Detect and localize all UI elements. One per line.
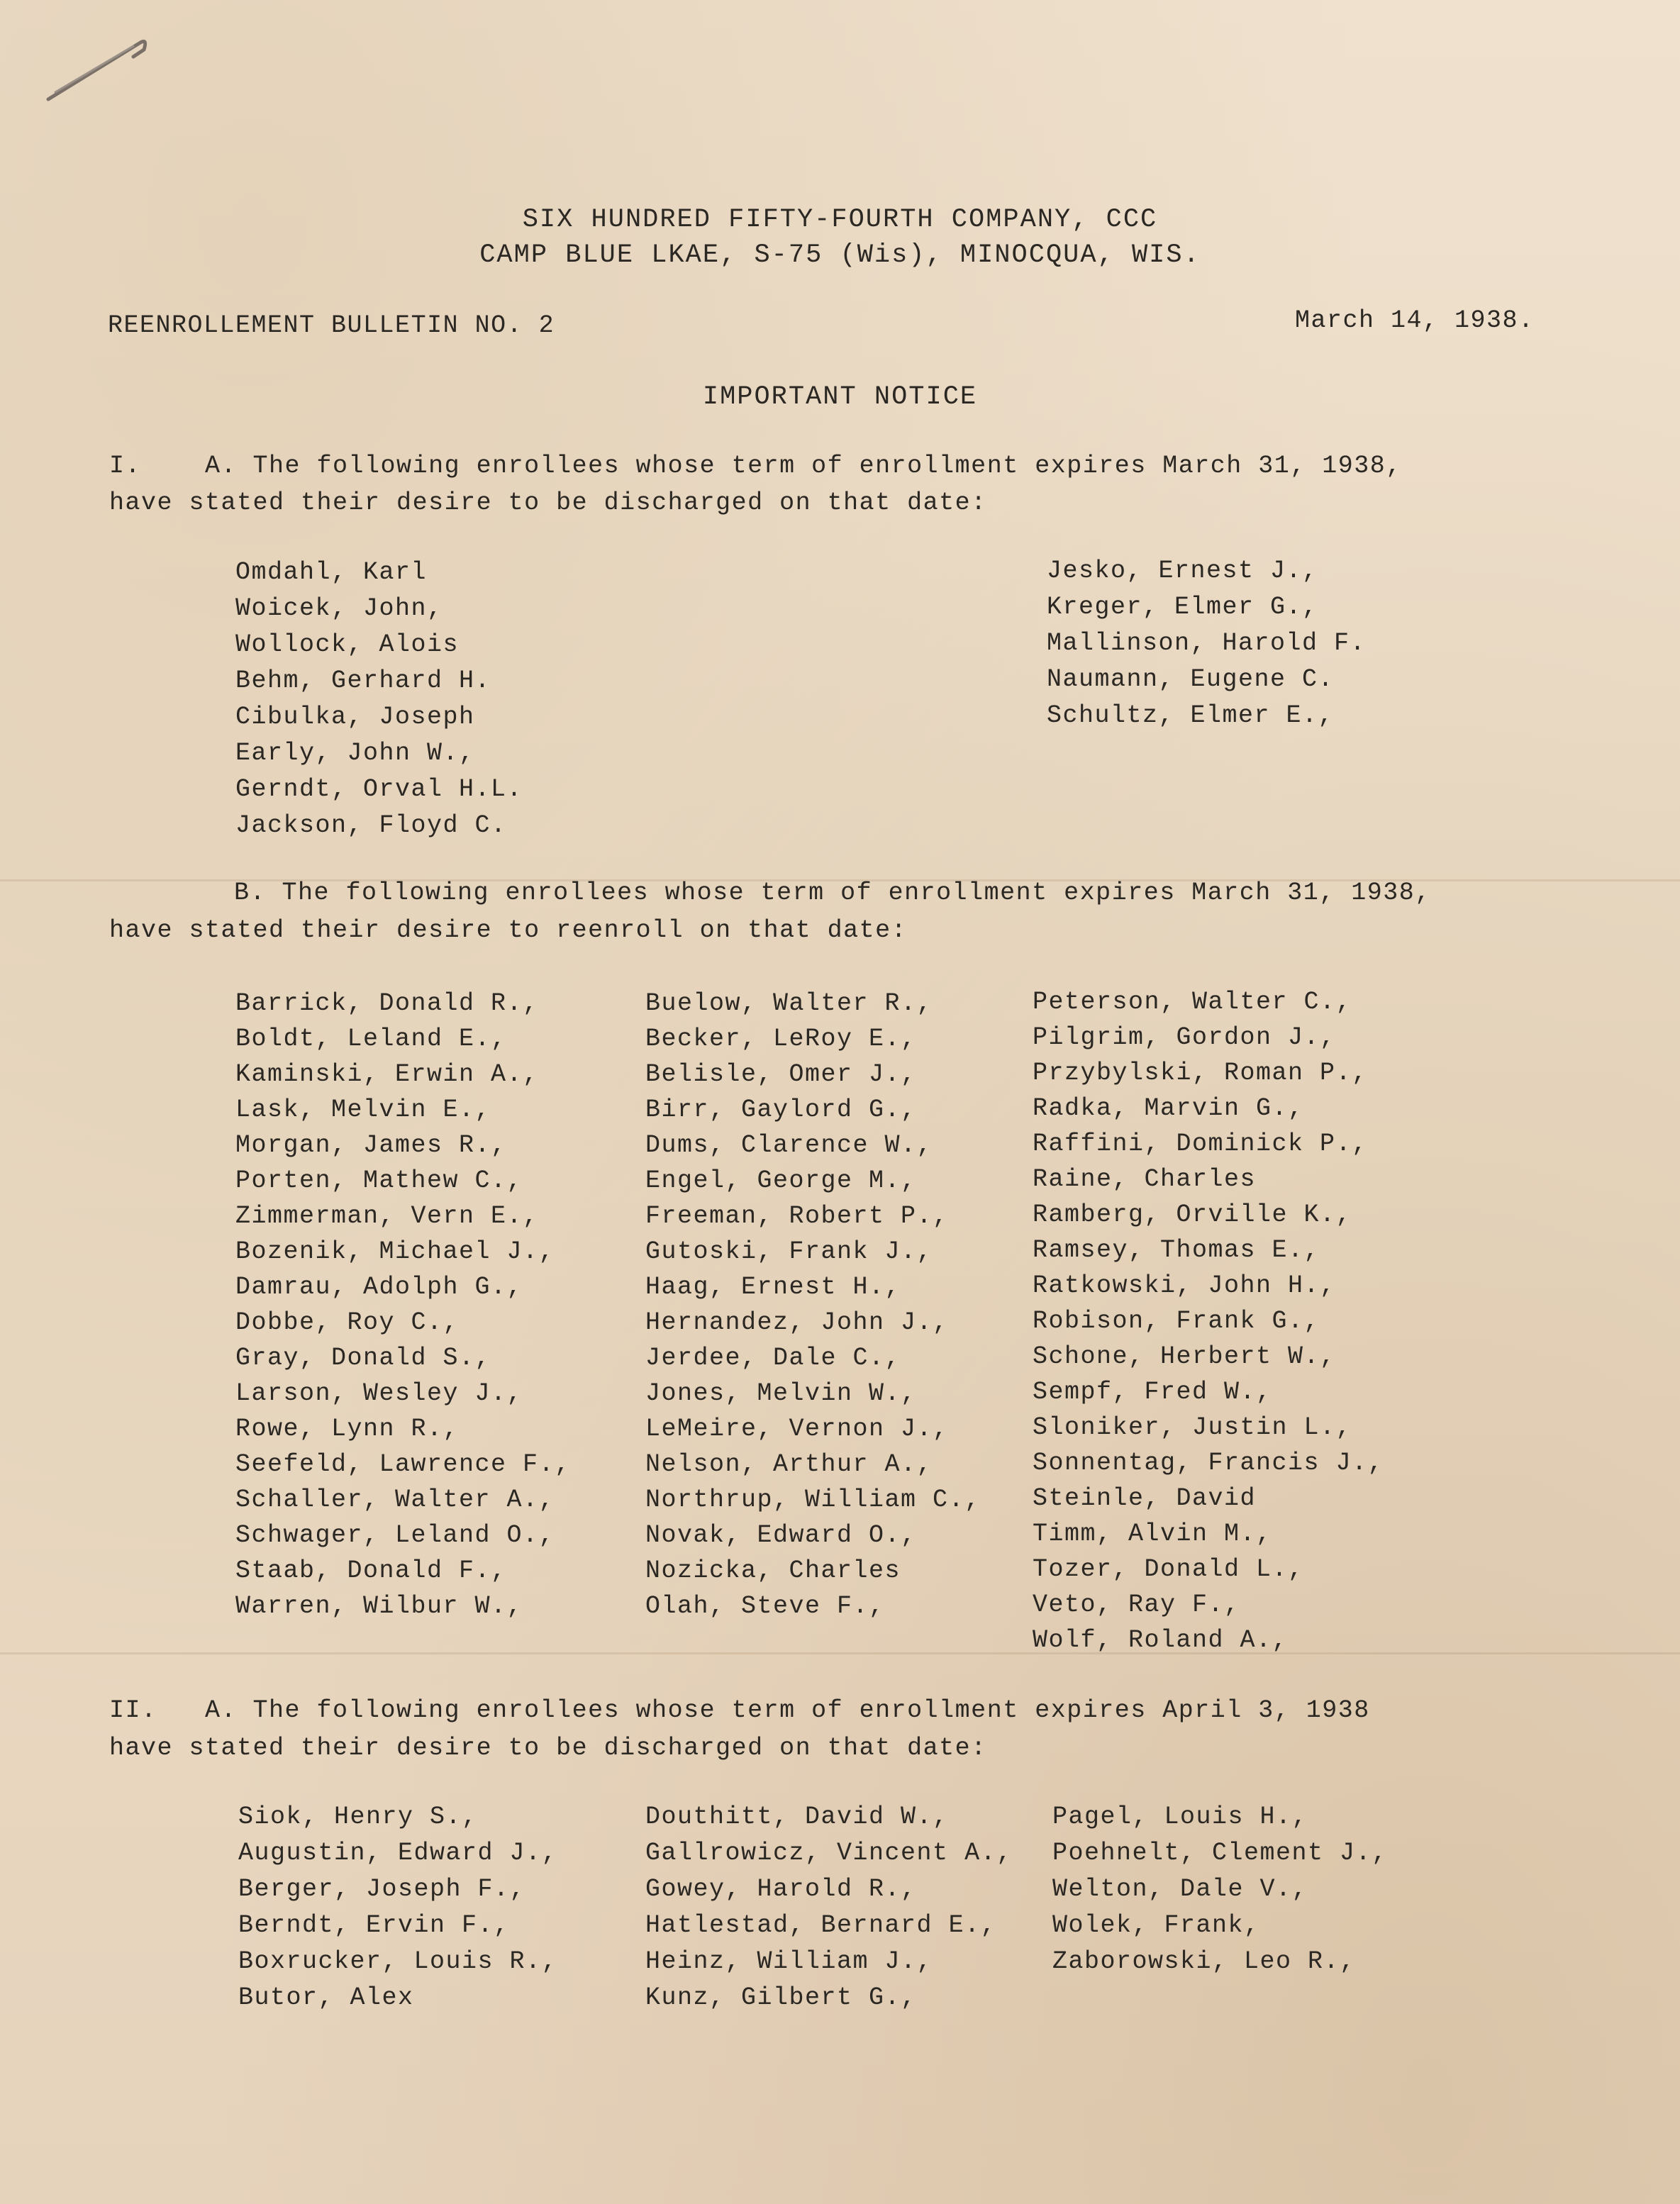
enrollee-name: Schwager, Leland O., (235, 1521, 555, 1549)
enrollee-name: Raffini, Dominick P., (1033, 1130, 1368, 1158)
enrollee-name: Lask, Melvin E., (235, 1096, 491, 1124)
enrollee-name: Timm, Alvin M., (1033, 1520, 1272, 1548)
enrollee-name: Freeman, Robert P., (645, 1202, 949, 1230)
enrollee-name: Dums, Clarence W., (645, 1131, 933, 1159)
enrollee-name: Sloniker, Justin L., (1033, 1413, 1352, 1442)
enrollee-name: Morgan, James R., (235, 1131, 507, 1159)
enrollee-name: Barrick, Donald R., (235, 989, 539, 1018)
enrollee-name: Heinz, William J., (645, 1947, 933, 1976)
enrollee-name: Boxrucker, Louis R., (238, 1947, 558, 1976)
enrollee-name: Nelson, Arthur A., (645, 1450, 933, 1479)
enrollee-name: Omdahl, Karl (235, 558, 428, 586)
enrollee-name: Northrup, William C., (645, 1486, 981, 1514)
section-2a-intro-line2: have stated their desire to be discharged on that date: (109, 1734, 987, 1762)
enrollee-name: Douthitt, David W., (645, 1803, 949, 1831)
enrollee-name: Gerndt, Orval H.L. (235, 775, 523, 803)
enrollee-name: Ratkowski, John H., (1033, 1271, 1336, 1300)
enrollee-name: Hatlestad, Bernard E., (645, 1911, 997, 1939)
enrollee-name: Poehnelt, Clement J., (1052, 1839, 1388, 1867)
enrollee-name: Berger, Joseph F., (238, 1875, 526, 1903)
paper-fold-line (0, 1652, 1680, 1654)
enrollee-name: Raine, Charles (1033, 1165, 1257, 1193)
enrollee-name: Wollock, Alois (235, 630, 460, 659)
enrollee-name: Jackson, Floyd C. (235, 811, 507, 840)
enrollee-name: Rowe, Lynn R., (235, 1415, 460, 1443)
enrollee-name: Buelow, Walter R., (645, 989, 933, 1018)
enrollee-name: Kunz, Gilbert G., (645, 1983, 917, 2012)
enrollee-name: Damrau, Adolph G., (235, 1273, 523, 1301)
enrollee-name: Sempf, Fred W., (1033, 1378, 1272, 1406)
enrollee-name: LeMeire, Vernon J., (645, 1415, 949, 1443)
enrollee-name: Przybylski, Roman P., (1033, 1059, 1368, 1087)
enrollee-name: Berndt, Ervin F., (238, 1911, 510, 1939)
enrollee-name: Haag, Ernest H., (645, 1273, 901, 1301)
enrollee-name: Pilgrim, Gordon J., (1033, 1023, 1336, 1052)
enrollee-name: Steinle, David (1033, 1484, 1257, 1513)
camp-heading: CAMP BLUE LKAE, S-75 (Wis), MINOCQUA, WIS. (479, 240, 1201, 270)
enrollee-name: Becker, LeRoy E., (645, 1025, 917, 1053)
enrollee-name: Gutoski, Frank J., (645, 1237, 933, 1266)
enrollee-name: Robison, Frank G., (1033, 1307, 1320, 1335)
paper-clip-icon (41, 28, 155, 113)
enrollee-name: Gallrowicz, Vincent A., (645, 1839, 1013, 1867)
enrollee-name: Zimmerman, Vern E., (235, 1202, 539, 1230)
enrollee-name: Gray, Donald S., (235, 1344, 491, 1372)
enrollee-name: Ramberg, Orville K., (1033, 1201, 1352, 1229)
enrollee-name: Olah, Steve F., (645, 1592, 885, 1620)
enrollee-name: Seefeld, Lawrence F., (235, 1450, 571, 1479)
enrollee-name: Porten, Mathew C., (235, 1167, 523, 1195)
enrollee-name: Cibulka, Joseph (235, 703, 475, 731)
enrollee-name: Welton, Dale V., (1052, 1875, 1308, 1903)
enrollee-name: Siok, Henry S., (238, 1803, 478, 1831)
section-1b-intro-line2: have stated their desire to reenroll on that date: (109, 916, 908, 945)
enrollee-name: Staab, Donald F., (235, 1557, 507, 1585)
enrollee-name: Augustin, Edward J., (238, 1839, 558, 1867)
enrollee-name: Veto, Ray F., (1033, 1591, 1240, 1619)
enrollee-name: Jerdee, Dale C., (645, 1344, 901, 1372)
enrollee-name: Novak, Edward O., (645, 1521, 917, 1549)
enrollee-name: Schultz, Elmer E., (1047, 701, 1335, 730)
section-1a-intro-line2: have stated their desire to be discharged on that date: (109, 489, 987, 517)
enrollee-name: Engel, George M., (645, 1167, 917, 1195)
enrollee-name: Tozer, Donald L., (1033, 1555, 1304, 1584)
enrollee-name: Schone, Herbert W., (1033, 1342, 1336, 1371)
enrollee-name: Belisle, Omer J., (645, 1060, 917, 1089)
enrollee-name: Wolek, Frank, (1052, 1911, 1260, 1939)
section-2a-intro-line1: II. A. The following enrollees whose term of enrollment expires April 3, 1938 (109, 1696, 1370, 1725)
enrollee-name: Jones, Melvin W., (645, 1379, 917, 1408)
enrollee-name: Larson, Wesley J., (235, 1379, 523, 1408)
enrollee-name: Birr, Gaylord G., (645, 1096, 917, 1124)
bulletin-date: March 14, 1938. (1295, 306, 1535, 335)
enrollee-name: Hernandez, John J., (645, 1308, 949, 1337)
enrollee-name: Sonnentag, Francis J., (1033, 1449, 1384, 1477)
enrollee-name: Schaller, Walter A., (235, 1486, 555, 1514)
enrollee-name: Behm, Gerhard H. (235, 667, 491, 695)
enrollee-name: Gowey, Harold R., (645, 1875, 917, 1903)
enrollee-name: Nozicka, Charles (645, 1557, 901, 1585)
enrollee-name: Ramsey, Thomas E., (1033, 1236, 1320, 1264)
enrollee-name: Kreger, Elmer G., (1047, 593, 1318, 621)
enrollee-name: Kaminski, Erwin A., (235, 1060, 539, 1089)
company-heading: SIX HUNDRED FIFTY-FOURTH COMPANY, CCC (522, 205, 1158, 235)
enrollee-name: Pagel, Louis H., (1052, 1803, 1308, 1831)
enrollee-name: Jesko, Ernest J., (1047, 557, 1318, 585)
section-1b-intro-line1: B. The following enrollees whose term of enrollment expires March 31, 1938, (234, 879, 1431, 907)
enrollee-name: Bozenik, Michael J., (235, 1237, 555, 1266)
bulletin-title: REENROLLEMENT BULLETIN NO. 2 (108, 311, 555, 340)
enrollee-name: Early, John W., (235, 739, 475, 767)
section-1a-intro-line1: I. A. The following enrollees whose term of enrollment expires March 31, 1938, (109, 452, 1402, 480)
enrollee-name: Butor, Alex (238, 1983, 414, 2012)
enrollee-name: Wolf, Roland A., (1033, 1626, 1289, 1654)
enrollee-name: Radka, Marvin G., (1033, 1094, 1304, 1123)
enrollee-name: Mallinson, Harold F. (1047, 629, 1367, 657)
enrollee-name: Dobbe, Roy C., (235, 1308, 460, 1337)
enrollee-name: Naumann, Eugene C. (1047, 665, 1335, 694)
enrollee-name: Boldt, Leland E., (235, 1025, 507, 1053)
enrollee-name: Warren, Wilbur W., (235, 1592, 523, 1620)
enrollee-name: Woicek, John, (235, 594, 443, 623)
enrollee-name: Peterson, Walter C., (1033, 988, 1352, 1016)
notice-title: IMPORTANT NOTICE (702, 382, 978, 412)
enrollee-name: Zaborowski, Leo R., (1052, 1947, 1356, 1976)
